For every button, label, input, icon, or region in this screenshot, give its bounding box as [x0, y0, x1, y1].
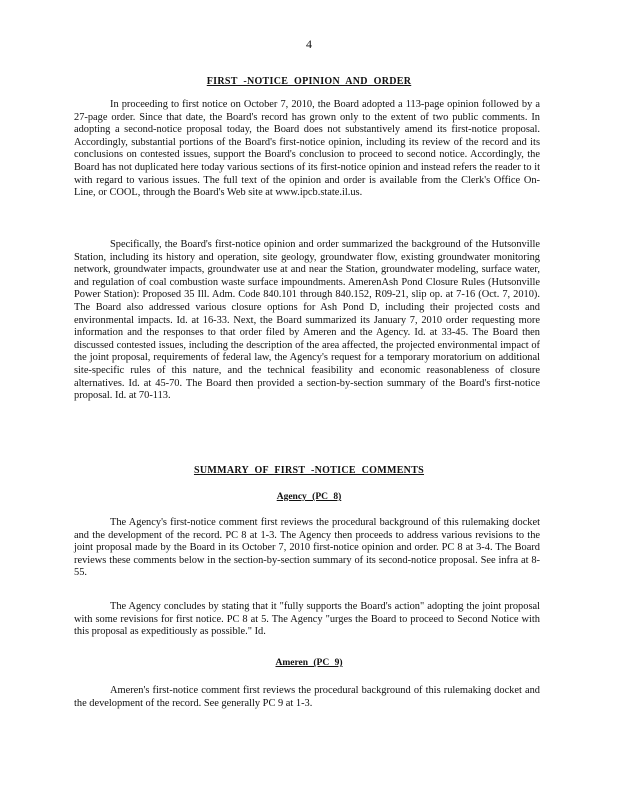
paragraph-ameren-review: Ameren's first-notice comment first reviews the procedural background of this rulemaking docket and the development of the record. See generally PC 9 at 1-3. [74, 685, 540, 709]
paragraph-first-notice-intro: In proceeding to first notice on October 7, 2010, the Board adopted a 113-page opinion followed by a 27-page order. Since that date, the Board's record has grown only to the extent of two public comments. In adopting a second-notice proposal today, the Board does not substantively amend its first-notice proposal. Accordingly, substantial portions of the Board's first-notice opinion, including its review of the record and its conclusions on contested issues, support the Board's conclusion to proceed to second notice. Accordingly, the Board has not duplicated here today various sections of its first-notice opinion and instead refers the reader to it with regard to various issues. The full text of the opinion and order is available from the Clerk's Office On-Line, or COOL, through the Board's Web site at www.ipcb.state.il.us. [74, 99, 540, 199]
heading-ameren-comment: Ameren (PC 9) [275, 658, 343, 668]
paragraph-agency-review: The Agency's first-notice comment first reviews the procedural background of this rulemaking docket and the development of the record. PC 8 at 1-3. The Agency then proceeds to address various revisions to the joint proposal made by the Board in its October 7, 2010 first-notice opinion and order. PC 8 at 3-4. The Board reviews these comments below in the section-by-section summary of its second-notice proposal. See infra at 8-55. [74, 517, 540, 579]
paragraph-agency-conclusion: The Agency concludes by stating that it "fully supports the Board's action" adopting the joint proposal with some revisions for first notice. PC 8 at 5. The Agency "urges the Board to proceed to Second Notice with this proposal as expeditiously as possible." Id. [74, 601, 540, 638]
heading-summary-of-comments: SUMMARY OF FIRST -NOTICE COMMENTS [193, 465, 425, 476]
heading-agency-comment: Agency (PC 8) [276, 492, 342, 502]
heading-first-notice-opinion: FIRST -NOTICE OPINION AND ORDER [206, 76, 412, 87]
paragraph-first-notice-summary: Specifically, the Board's first-notice opinion and order summarized the background of the Hutsonville Station, including its history and operation, site geology, groundwater flow, existing groundwater monitoring network, groundwater impacts, groundwater use at and near the Station, groundwater modeling, surface water, and regulation of coal combustion waste surface impoundments. AmerenAsh Pond Closure Rules (Hutsonville Power Station): Proposed 35 Ill. Adm. Code 840.101 through 840.152, R09-21, slip op. at 7-16 (Oct. 7, 2010). The Board also addressed various closure options for Ash Pond D, including their projected costs and environmental impacts. Id. at 16-33. Next, the Board summarized its January 7, 2010 order requesting more information and the responses to that order filed by Ameren and the Agency. Id. at 33-45. The Board then discussed contested issues, including the description of the area affected, the projected environmental impact of the joint proposal, requirements of federal law, the Agency's request for a temporary moratorium on additional site-specific rules of this nature, and the technical feasibility and economic reasonableness of closure alternatives. Id. at 45-70. The Board then provided a section-by-section summary of the Board's first-notice proposal. Id. at 70-113. [74, 239, 540, 402]
page-number: 4 [306, 37, 312, 51]
